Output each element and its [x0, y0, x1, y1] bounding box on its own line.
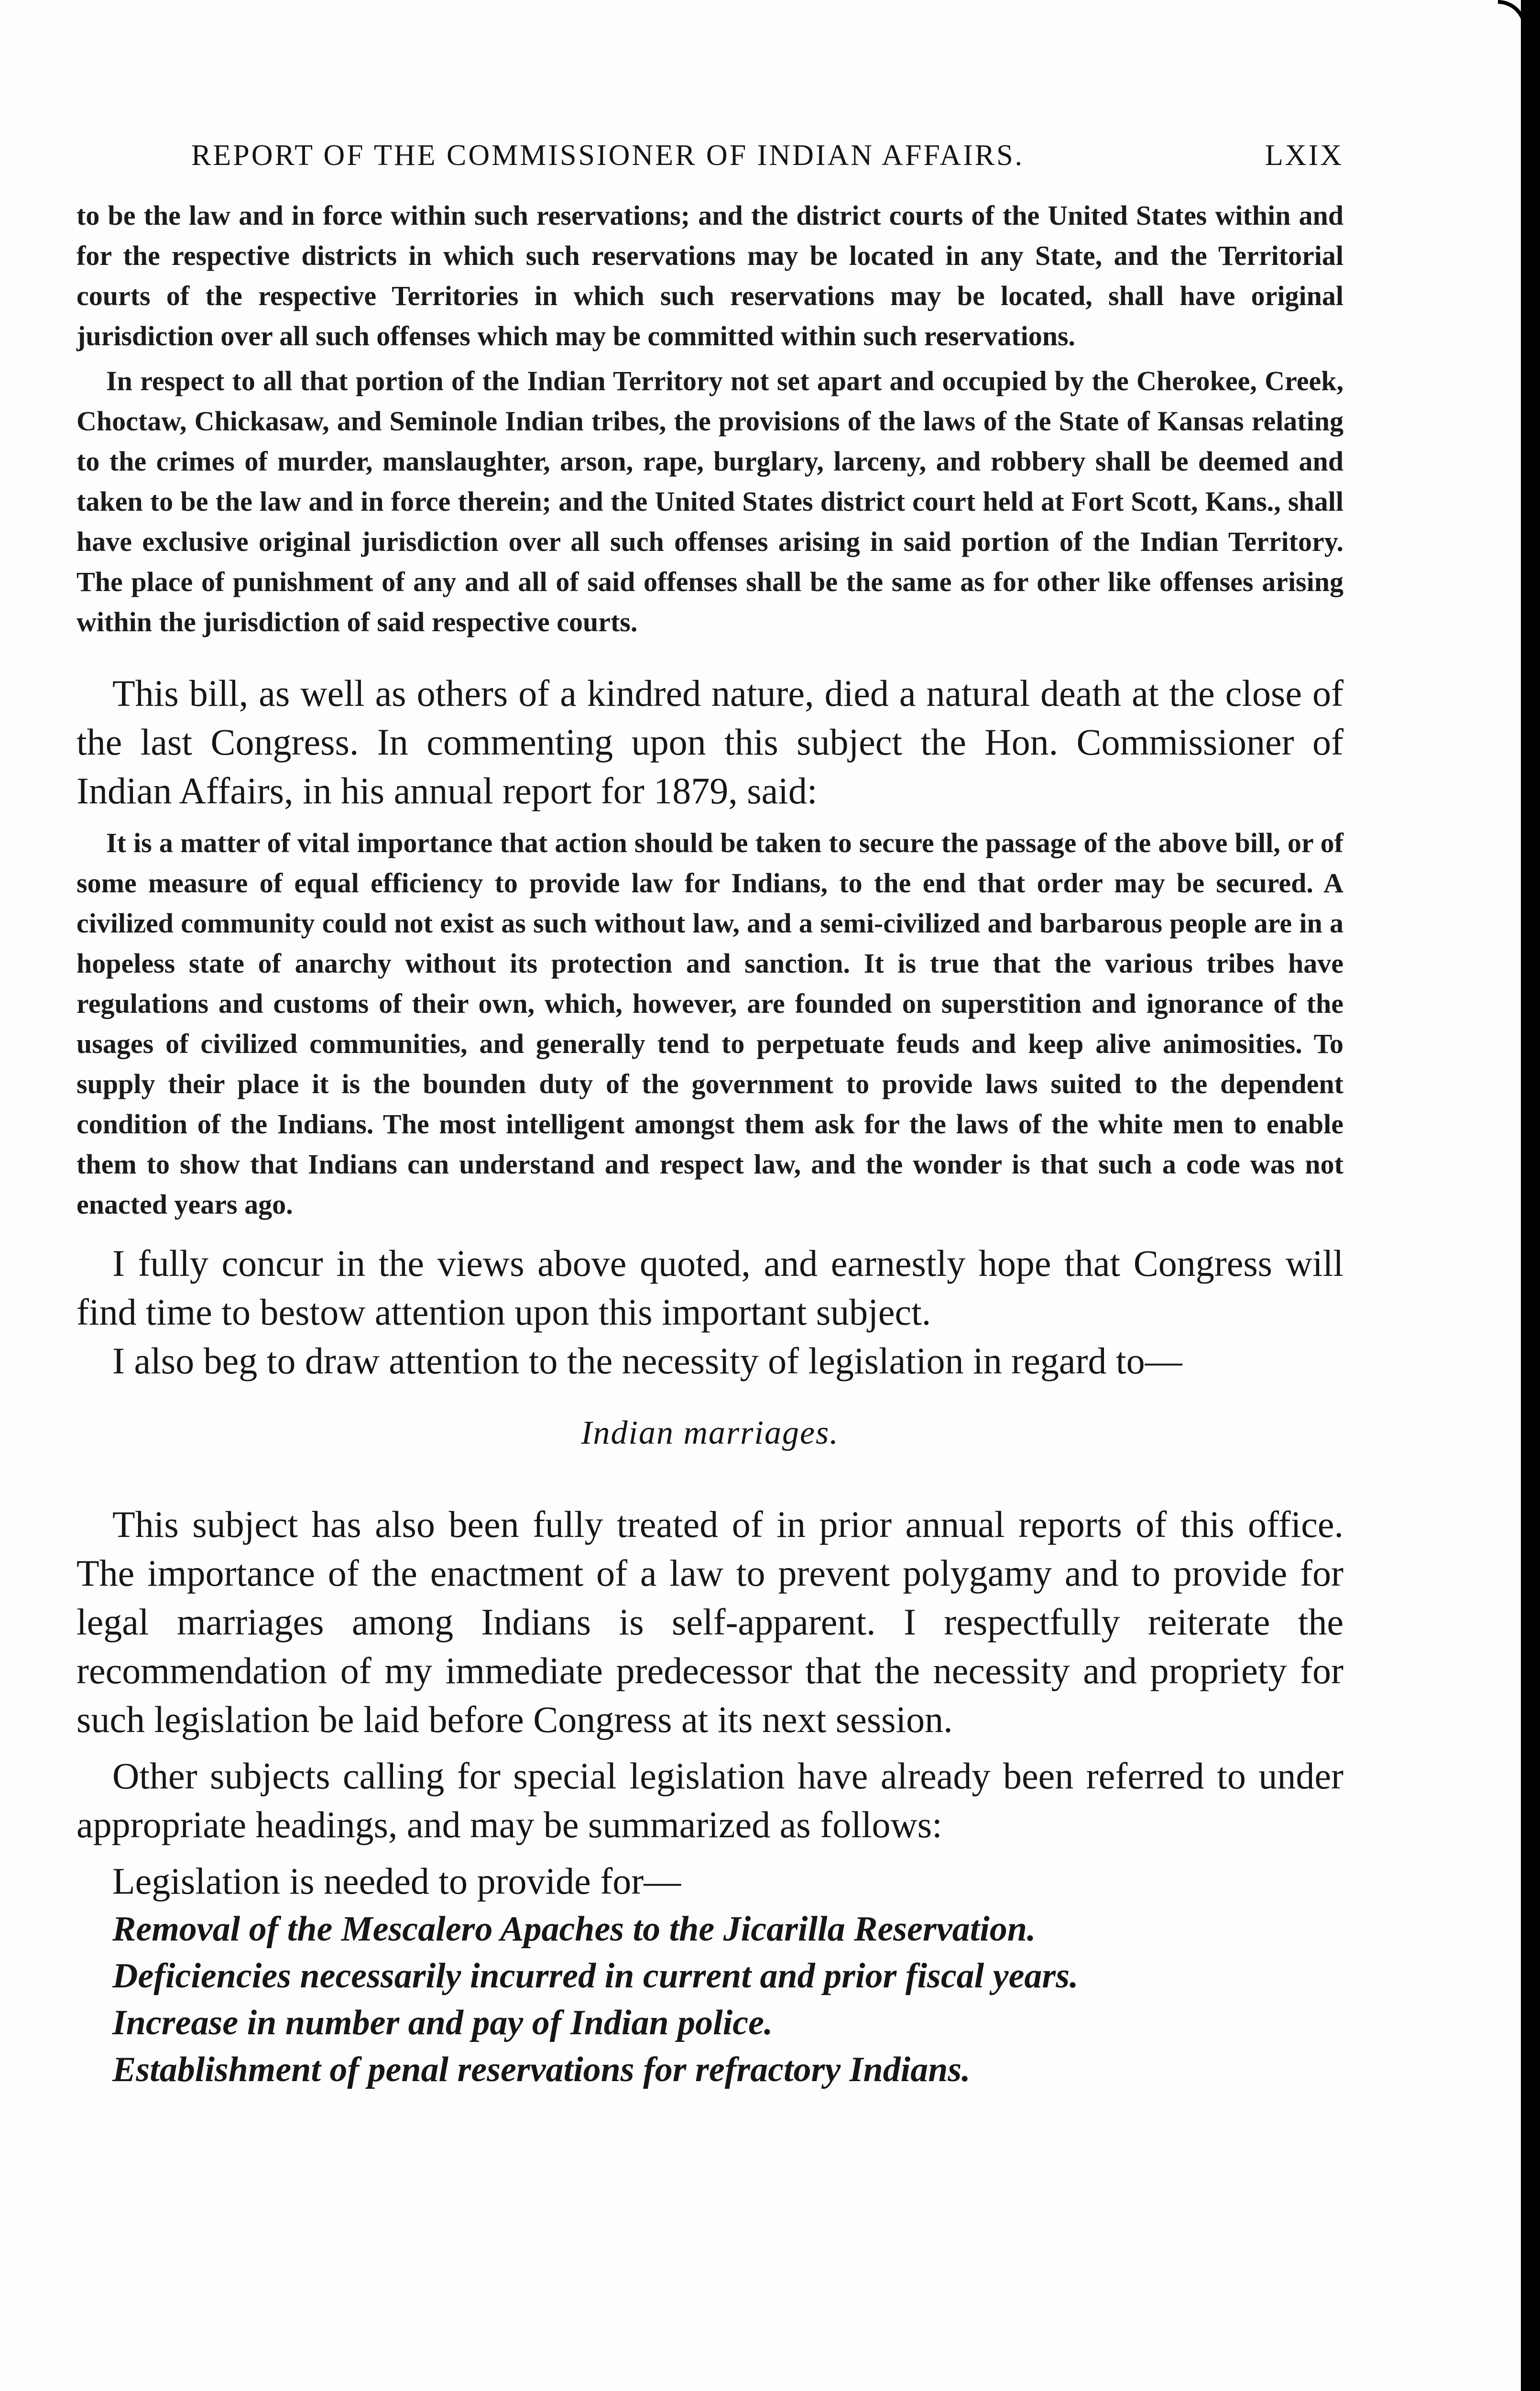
- body-paragraph-concur: I fully concur in the views above quoted, and earnestly hope that Congress will find time to bestow attention upon this important subject.: [76, 1242, 1343, 1333]
- body-paragraph-attention: I also beg to draw attention to the necessity of legislation in regard to—: [112, 1340, 1182, 1382]
- list-item: Increase in number and pay of Indian police.: [112, 2003, 773, 2042]
- body-paragraph-bill-death: This bill, as well as others of a kindred nature, died a natural death at the close of the last Congress. In commenting upon this subject the Hon. Commissioner of Indian Affairs, in his annual report for 1879, said:: [76, 672, 1343, 812]
- body-paragraph-marriages: This subject has also been fully treated of in prior annual reports of this office. The importance of the enactment of a law to prevent polygamy and to provide for legal marriages among Indians is self-apparent. I respectfully reiterate the recommendation of my immediate predecessor that the necessity and propriety for such legislation be laid before Congress at its next session.: [76, 1503, 1343, 1740]
- list-item: Deficiencies necessarily incurred in current and prior fiscal years.: [112, 1956, 1079, 1996]
- list-item: Removal of the Mescalero Apaches to the Jicarilla Reservation.: [112, 1909, 1036, 1949]
- quoted-bill-paragraph-1: to be the law and in force within such reservations; and the district courts of the United States within and for the respective districts in which such reservations may be located in any State, and the Territorial courts of the respective Territories in which such reservations may be located, shall have original jurisdiction over all such offenses which may be committed within such reservations.: [76, 200, 1343, 351]
- page-number: LXIX: [1265, 139, 1343, 172]
- running-head: [76, 139, 1343, 173]
- quoted-commissioner-report: It is a matter of vital importance that action should be taken to secure the passage of the above bill, or of some measure of equal efficiency to provide law for Indians, to the end that order may be secured. A civilized community could not exist as such without law, and a semi-civilized and barbarous people are in a hopeless state of anarchy without its protection and sanction. It is true that the various tribes have regulations and customs of their own, which, however, are founded on superstition and ignorance of the usages of civilized communities, and generally tend to perpetuate feuds and keep alive animosities. To supply their place it is the bounden duty of the government to provide laws suited to the dependent condition of the Indians. The most intelligent amongst them ask for the laws of the white men to enable them to show that Indians can understand and respect law, and the wonder is that such a code was not enacted years ago.: [76, 827, 1343, 1220]
- running-head-title: REPORT OF THE COMMISSIONER OF INDIAN AFFAIRS.: [191, 139, 1025, 172]
- body-paragraph-other-subjects: Other subjects calling for special legislation have already been referred to under appropriate headings, and may be summarized as follows:: [76, 1755, 1343, 1845]
- legislation-intro: Legislation is needed to provide for—: [112, 1860, 681, 1902]
- section-heading: Indian marriages.: [581, 1415, 839, 1451]
- scan-edge-right: [1521, 0, 1540, 2391]
- quoted-bill-paragraph-2: In respect to all that portion of the Indian Territory not set apart and occupied by the Cherokee, Creek, Choctaw, Chickasaw, and Seminole Indian tribes, the provisions of the laws of the State of Kansas relating to the crimes of murder, manslaughter, arson, rape, burglary, larceny, and robbery shall be deemed and taken to be the law and in force therein; and the United States district court held at Fort Scott, Kans., shall have exclusive original jurisdiction over all such offenses arising in said portion of the Indian Territory. The place of punishment of any and all of said offenses shall be the same as for other like offenses arising within the jurisdiction of said respective courts.: [76, 365, 1343, 637]
- legislation-list: [76, 1906, 1343, 2093]
- page-content: [76, 139, 1343, 2093]
- list-item: Establishment of penal reservations for refractory Indians.: [112, 2050, 971, 2089]
